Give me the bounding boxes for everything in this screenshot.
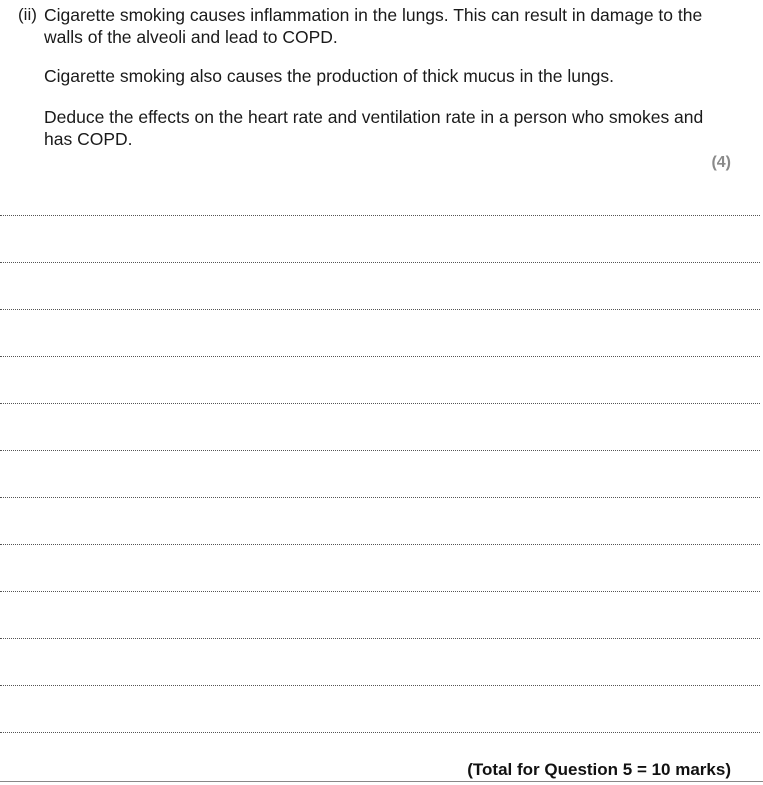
question-paragraph-1: Cigarette smoking causes inflammation in the lungs. This can result in damage to the walls of the alveoli and lead to COPD. [44,5,703,47]
question-number: (ii) [18,5,37,24]
answer-line[interactable] [0,497,760,498]
question-paragraph-2: Cigarette smoking also causes the production of thick mucus in the lungs. [44,66,615,86]
answer-line[interactable] [0,309,760,310]
answer-line[interactable] [0,591,760,592]
page-bottom-rule [0,781,763,782]
answer-line[interactable] [0,732,760,733]
question-paragraph-3: Deduce the effects on the heart rate and ventilation rate in a person who smokes and has COPD. [44,107,704,149]
marks-available: (4) [711,154,731,171]
answer-line[interactable] [0,356,760,357]
answer-line[interactable] [0,403,760,404]
answer-line[interactable] [0,685,760,686]
question-total-marks: (Total for Question 5 = 10 marks) [467,760,731,779]
answer-line[interactable] [0,450,760,451]
answer-line[interactable] [0,638,760,639]
answer-line[interactable] [0,544,760,545]
answer-line[interactable] [0,215,760,216]
answer-line[interactable] [0,262,760,263]
